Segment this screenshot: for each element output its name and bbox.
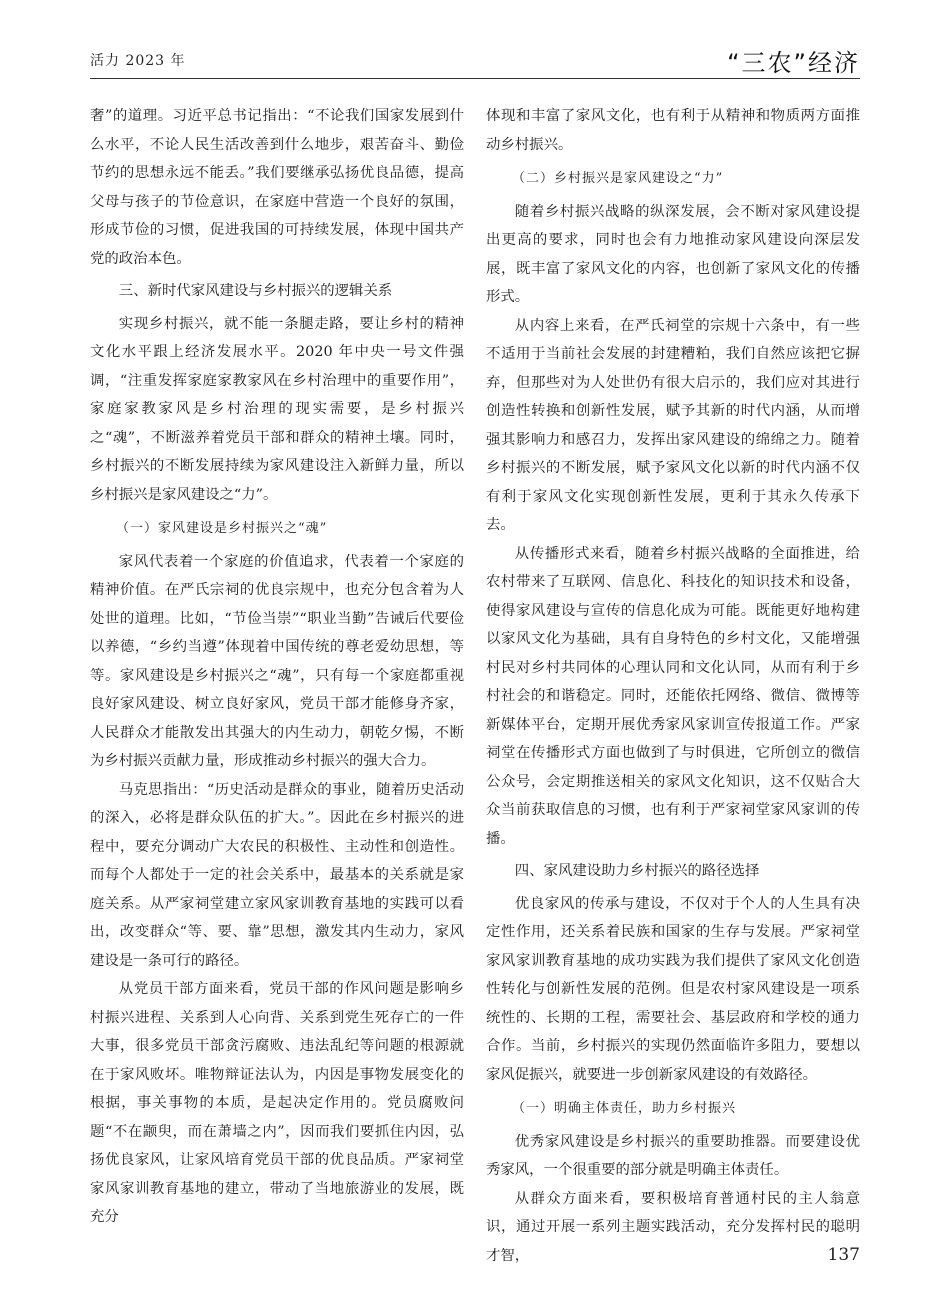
section-title: “三农”经济 — [727, 49, 860, 77]
header-divider — [90, 78, 860, 79]
paragraph: 从内容上来看，在严氏祠堂的宗规十六条中，有一些不适用于当前社会发展的封建糟粕，我们自然应该把它摒弃，但那些对为人处世仍有很大启示的，我们应对其进行创造性转换和创新性发展，赋予其新的时代内涵，从而增强其影响力和感召力，发挥出家风建设的绵绵之力。随着乡村振兴的不断发展，赋予家风文化以新的时代内涵不仅有利于家风文化实现创新性发展，更利于其永久传承下去。 — [486, 317, 860, 533]
subsection-heading: （一）明确主体责任，助力乡村振兴 — [512, 1101, 737, 1116]
paragraph: 实现乡村振兴，就不能一条腿走路，要让乡村的精神文化水平跟上经济发展水平。2020 年中央一号文件强调，“注重发挥家庭家教家风在乡村治理中的重要作用”，家庭家教家风是乡村治理的现实需要，是乡村振兴之“魂”，不断滋养着党员干部和群众的精神土壤。同时，乡村振兴的不断发展持续为家风建设注入新鲜力量，所以乡村振兴是家风建设之“力”。 — [90, 315, 464, 503]
paragraph: 从传播形式来看，随着乡村振兴战略的全面推进，给农村带来了互联网、信息化、科技化的知识技术和设备，使得家风建设与宣传的信息化成为可能。既能更好地构建以家风文化为基础，具有自身特色的乡村文化，又能增强村民对乡村共同体的心理认同和文化认同，从而有利于乡村社会的和谐稳定。同时，还能依托网络、微信、微博等新媒体平台，定期开展优秀家风家训宣传报道工作。严家祠堂在传播形式方面也做到了与时俱进，它所创立的微信公众号，会定期推送相关的家风文化知识，这不仅贴合大众当前获取信息的习惯，也有利于严家祠堂家风家训的传播。 — [486, 545, 860, 847]
subsection-heading: （一）家风建设是乡村振兴之“魂” — [116, 521, 328, 536]
journal-name-year: 活力 2023 年 — [90, 53, 186, 69]
paragraph: 优良家风的传承与建设，不仅对于个人的人生具有决定性作用，还关系着民族和国家的生存与发展。严家祠堂家风家训教育基地的成功实践为我们提供了家风文化创造性转化与创新性发展的范例。但是农村家风建设是一项系统性的、长期的工程，需要社会、基层政府和学校的通力合作。当前，乡村振兴的实现仍然面临许多阻力，要想以家风促振兴，就要进一步创新家风建设的有效路径。 — [486, 895, 860, 1083]
right-column — [486, 102, 860, 1270]
section-heading: 四、家风建设助力乡村振兴的路径选择 — [514, 863, 760, 879]
subsection-heading: （二）乡村振兴是家风建设之“力” — [512, 171, 724, 186]
paragraph: 随着乡村振兴战略的纵深发展，会不断对家风建设提出更高的要求，同时也会有力地推动家风建设向深层发展，既丰富了家风文化的内容，也创新了家风文化的传播形式。 — [486, 203, 860, 305]
left-column — [90, 102, 464, 1232]
paragraph: 家风代表着一个家庭的价值追求，代表着一个家庭的精神价值。在严氏宗祠的优良宗规中，也充分包含着为人处世的道理。比如，“节俭当崇”“职业当勤”告诫后代要俭以养德，“乡约当遵”体现着中国传统的尊老爱幼思想，等等。家风建设是乡村振兴之“魂”，只有每一个家庭都重视良好家风建设、树立良好家风，党员干部才能修身齐家，人民群众才能散发出其强大的内生动力，朝乾夕惕，不断为乡村振兴贡献力量，形成推动乡村振兴的强大合力。 — [90, 553, 464, 769]
paragraph: 奢”的道理。习近平总书记指出：“不论我们国家发展到什么水平，不论人民生活改善到什么地步，艰苦奋斗、勤俭节约的思想永远不能丢。”我们要继承弘扬优良品德，提高父母与孩子的节俭意识，在家庭中营造一个良好的氛围，形成节俭的习惯，促进我国的可持续发展，体现中国共产党的政治本色。 — [90, 108, 464, 267]
paragraph: 从群众方面来看，要积极培育普通村民的主人翁意识，通过开展一系列主题实践活动，充分发挥村民的聪明才智， — [486, 1190, 860, 1264]
paragraph: 体现和丰富了家风文化，也有利于从精神和物质两方面推动乡村振兴。 — [486, 108, 860, 153]
paragraph: 从党员干部方面来看，党员干部的作风问题是影响乡村振兴进程、关系到人心向背、关系到党生死存亡的一件大事，很多党员干部贪污腐败、违法乱纪等问题的根源就在于家风败坏。唯物辩证法认为，内因是事物发展变化的根据，事关事物的本质，是起决定作用的。党员腐败问题“不在颛臾，而在萧墙之内”，因而我们要抓住内因，弘扬优良家风，让家风培育党员干部的优良品质。严家祠堂家风家训教育基地的建立，带动了当地旅游业的发展，既充分 — [90, 981, 464, 1225]
paragraph: 优秀家风建设是乡村振兴的重要助推器。而要建设优秀家风，一个很重要的部分就是明确主体责任。 — [486, 1133, 860, 1178]
section-heading: 三、新时代家风建设与乡村振兴的逻辑关系 — [118, 283, 393, 299]
paragraph: 马克思指出：“历史活动是群众的事业，随着历史活动的深入，必将是群众队伍的扩大。”。因此在乡村振兴的进程中，要充分调动广大农民的积极性、主动性和创造性。而每个人都处于一定的社会关系中，最基本的关系就是家庭关系。从严家祠堂建立家风家训教育基地的实践可以看出，改变群众“等、要、靠”思想，激发其内生动力，家风建设是一条可行的路径。 — [90, 781, 464, 969]
page-number: 137 — [827, 1245, 860, 1265]
